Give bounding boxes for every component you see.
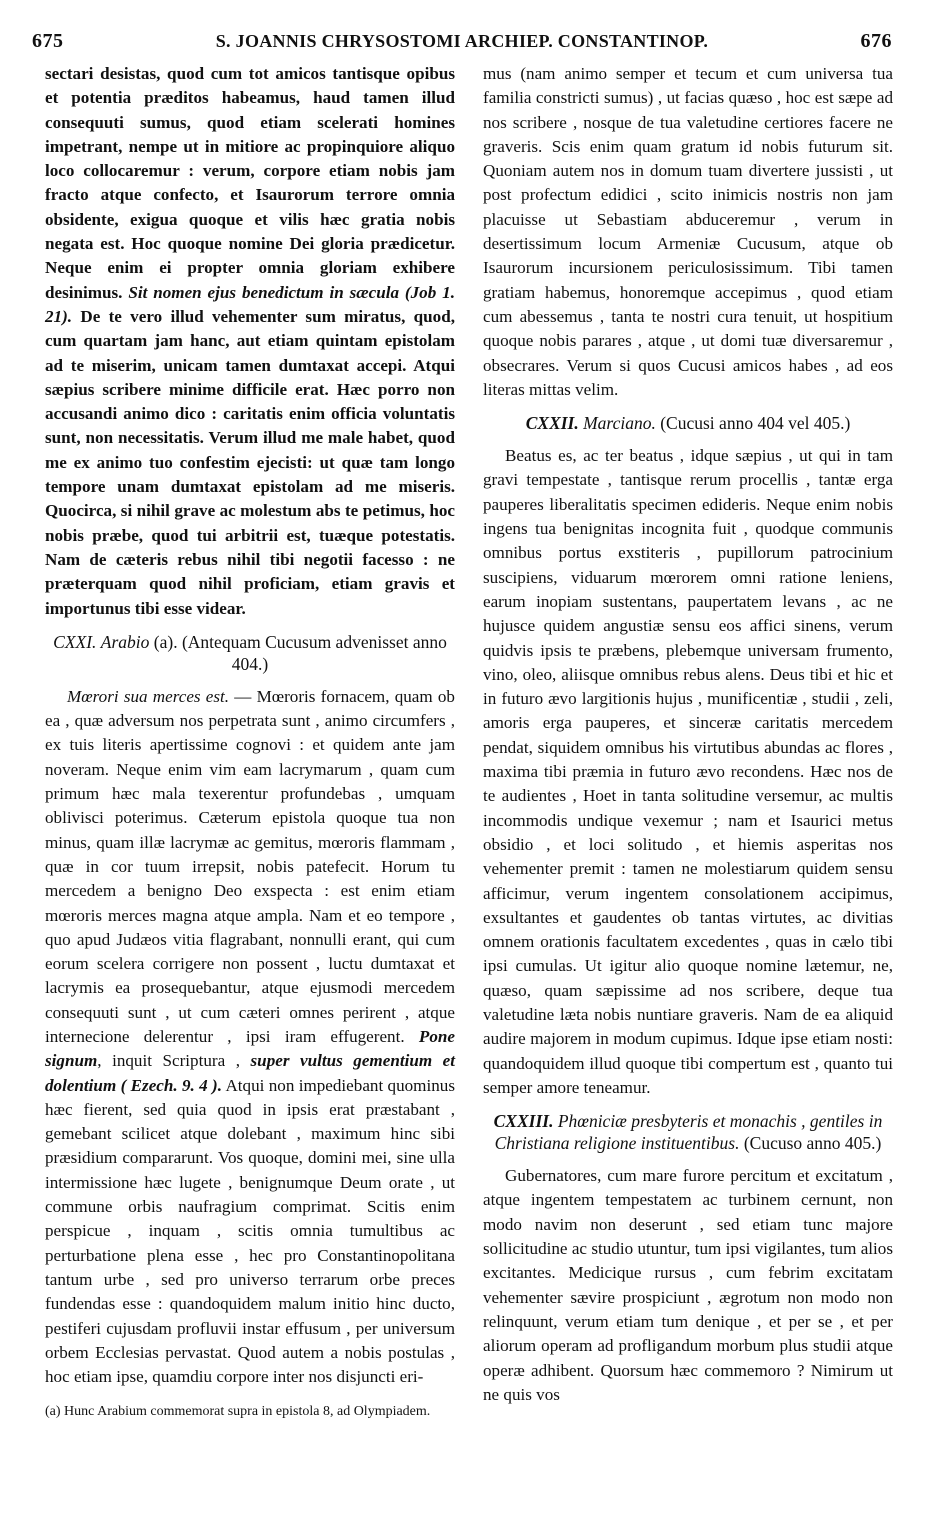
letter-heading-123 — [483, 1110, 893, 1154]
paragraph-text: sectari desistas, quod cum tot amicos tantisque opibus et potentia præditos habeamus, haud tamen illud consequuti sumus, quod etiam scelerati homines impetrant, nempe ut in mitiore ac propinquiore aliquo loco collocaremur : verum, corpore etiam nobis jam fracto atque confecto, et Isaurorum terrore omnia obsidente, exigua quoque et vilis hæc gratia nobis negata est. Hoc quoque nomine Dei gloria prædicetur. Neque enim ei propter omnia gloriam exhibere desinimus. — [45, 64, 455, 302]
letter-heading-121 — [45, 631, 455, 675]
letter-addressee: Marciano. — [583, 413, 656, 434]
paragraph — [45, 685, 455, 1390]
paragraph-text: — Mœroris fornacem, quam ob ea , quæ adversum nos perpetrata sunt , animo circumfers , ex tuis literis apertissime cognovi : et quidem ante jam noveram. Neque enim vim eam lacrymarum , quam cum primum hæc mala texerentur profundebas , umquam oblivisci poterimus. Cæterum epistola quoque tua non minus, quam illæ lacrymæ ac gemitus, mœroris flammam , quæ in cor tuum irrepsit, nobis patefecit. Horum tu mercedem a benigno Deo exspecta : est enim etiam mœroris merces magna atque ampla. Nam et eo tempore , quo apud Judæos vitia flagrabant, nonnulli erant, qui cum eorum scelera corrigere non possent , luctu dumtaxat et lacrymis ea prosequebantur, atque ejusmodi mercedem consequuti sunt , ut cum cæteri omnes perirent , atque internecione delerentur , ipsi iram effugerent. — [45, 686, 455, 1046]
scripture-quote: Pone signum — [45, 1026, 455, 1071]
running-header — [32, 30, 892, 60]
marginal-summary: Mœrori sua merces est. — [67, 686, 230, 706]
paragraph-text: De te vero illud vehementer sum miratus, quod, cum quartam jam hanc, aut etiam quintam epistolam ad te miserim, unicam tamen dumtaxat accepi. Atqui sæpius scribere minime difficile erat. Hæc porro non accusandi animo dico : caritatis enim officia voluntatis sunt, non necessitatis. Verum illud me male habet, quod me ex animo tuo confestim ejecisti: ut quæ tam longo tempore unam dumtaxat epistolam ad me miseris. Quocirca, si nihil grave ac molestum abs te petimus, hoc nobis præbe, quod tui arbitrii est, tuæque potestatis. Nam de cæteris rebus nihil tibi negotii facesso : ne præterquam quod nihil proficiam, etiam gravis et importunus tibi esse videar. — [45, 306, 456, 618]
page-number-left: 675 — [32, 30, 64, 52]
paragraph: mus (nam animo semper et tecum et cum universa tua familia constricti sumus) , ut facias quæso , hoc est sæpe ad nos scribere , nosque de tua valetudine certiores facere ne graveris. Scis enim quam gratum id nobis futurum sit. Quoniam autem nos in domum tuam divertere jussisti , ut post profectum edidici , scito inimicis nostris non jam placuisse ut Sebastiam abduceremur , verum in desertissimum locum Armeniæ Cucusum, atque ob Isaurorum incursionem periculosissimum. Tibi tamen gratiam habemus, honoremque accepimus , quod etiam cum abessemus , tanta te nostri cura tenuit, ut hospitium quoque nobis parares , atque , ut domi tuæ diversaremur , obsecrares. Verum si quos Cucusi amicos habes , ad eos literas mittas velim. — [483, 64, 893, 399]
scripture-reference: ( Ezech. 9. 4 ). — [120, 1075, 223, 1095]
scripture-quote: Sit nomen ejus benedictum in sæcula — [128, 282, 400, 302]
letter-addressee: Arabio — [100, 631, 150, 652]
letter-addressee: Phœniciæ presbyteris et monachis , gentiles in Christiana religione instituentibus. — [494, 1111, 883, 1154]
letter-date: (Cucusi anno 404 vel 405.) — [660, 413, 851, 434]
paragraph — [45, 62, 455, 621]
paragraph-text: Atqui non impediebant quominus hæc fierent, sed quia quod in ipsis erat præstabant , gemebant scilicet atque dolebant , maximum hinc sibi præsidium compararunt. Vos quoque, domini mei, sine ulla intermissione hæc lugete , benignumque Deum orate , ut commune orbis naufragium comprimat. Scitis enim perspicue , inquam , scitis omnia tumultibus ac perturbatione plena esse , hec pro Constantinopolitana tantum urbe , sed pro universo terrarum orbe preces fundendas esse : quandoquidem malum initio hinc ducto, pestiferi cujusdam profluvii instar effusum , per universum orbem Ecclesias pervastat. Quod autem a nobis postulas , hoc etiam ipse, quamdiu corpore inter nos disjuncti eri- — [45, 1075, 455, 1387]
paragraph: Beatus es, ac ter beatus , idque sæpius , ut qui in tam gravi tempestate , tantisque rerum procellis , tantæ erga pauperes liberalitatis specimen edideris. Neque enim nobis ingens tua benignitas incognita fuit , quodque communis omnibus portus exstiteris , pupillorum patrocinium suscipiens, viduarum mœrorem omni ratione leniens, earum inopiam sustentans, paupertatem levans , ac ne hujusce quidem angustiæ sensu eos affici sinens, verum quidvis ipsis te præbens, plebemque universam frumento, vino, oleo, aliisque omnibus rebus alens. Deus tibi et hic et in futuro ævo largitionis hujus , munificentiæ , studii , zeli, amoris erga pauperes, et sinceræ caritatis mercedem pendat, siquidem omnibus his virtutibus abundas ac flores , maxima tibi præmia in futuro ævo recondens. Hæc nos de te audientes , Hoet in tanta solitudine versemur, ac multis incommodis undique vexemur ; nam et Isaurici metus obsidio , et loci solitudo , et hiemis asperitas nos vehementer premit : tamen ne molestiarum quidem sensu afficimur, verum ingentem consolationem accipimus, exsultantes et gaudentes ob tantas virtutes, ac divitias omnem orationis facultatem excedentes , quas in cælo tibi ipsi cumulas. Ut igitur alio quoque nomine lætemur, ne, quæso, quam sæpissime ad nos scribere, deque tua valetudine læta nobis nuntiare graveris. Nam de ea aliquid audire majorem in modum cupimus. Idque ipse etiam nosti: quandoquidem illud quoque tibi compertum est , quanto tui semper amore teneamur. — [483, 446, 893, 1097]
letter-number: CXXI. — [53, 631, 97, 652]
scripture-quote: super vultus gementium et dolentium — [45, 1051, 455, 1095]
paragraph-text: , inquit Scriptura , — [97, 1051, 240, 1071]
scripture-reference: (Job 1. 21). — [45, 282, 455, 326]
footnote: (a) Hunc Arabium commemorat supra in epistola 8, ad Olympiadem. — [45, 1404, 431, 1420]
letter-number: CXXIII. — [493, 1111, 554, 1132]
left-column — [45, 62, 455, 1420]
footnote-marker: (a). — [153, 631, 178, 652]
letter-heading-122 — [483, 412, 893, 434]
right-column — [483, 62, 893, 1407]
letter-date: (Cucuso anno 405.) — [743, 1133, 882, 1154]
letter-date: (Antequam Cucusum advenisset anno 404.) — [181, 631, 447, 674]
letter-number: CXXII. — [525, 413, 579, 434]
running-title: S. JOANNIS CHRYSOSTOMI ARCHIEP. CONSTANTINOP. — [215, 31, 709, 51]
paragraph: Gubernatores, cum mare furore percitum et excitatum , atque ingentem tempestatem ac turbinem cernunt, non modo navim non deserunt , sed etiam tunc majore sollicitudine ac studio utuntur, tum ipsi vigilantes, tum alios excitantes. Medicique rursus , cum febrim excitatam vehementer sævire prospiciunt , ægrotum non modo non relinquunt, verum etiam tum denique , et per se , et per aliorum operam ad profligandum morbum plus studii atque operæ adhibent. Quorsum hæc commemoro ? Nimirum ut ne quis vos — [483, 1166, 893, 1404]
page-number-right: 676 — [860, 30, 892, 52]
